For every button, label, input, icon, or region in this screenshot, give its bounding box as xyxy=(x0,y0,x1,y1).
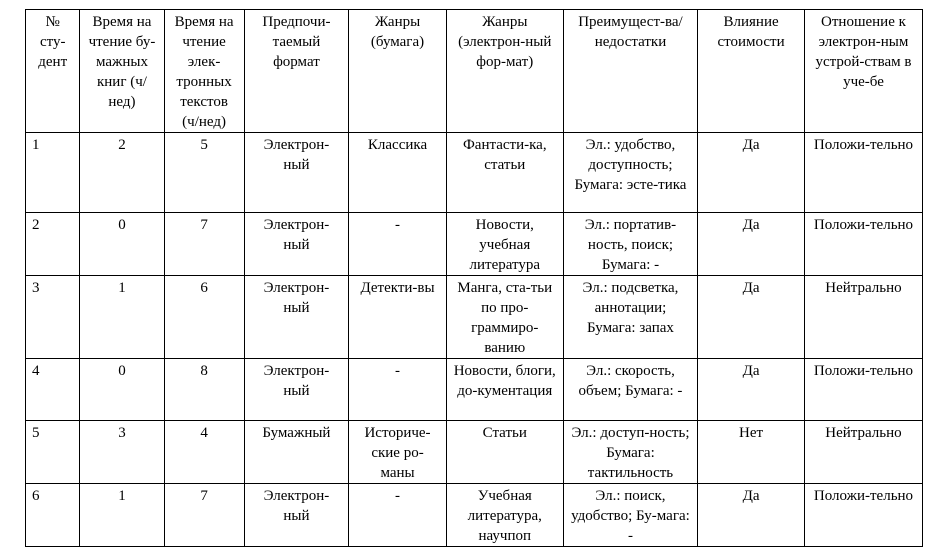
cell-paper-hours: 0 xyxy=(80,359,164,421)
cell-genres-electronic: Манга, ста-тьи по про-граммиро-ванию xyxy=(446,276,563,359)
header-label: Время на чтение элек-тронных текстов (ч/нед) xyxy=(174,14,234,130)
cell-cost-influence: Да xyxy=(698,276,805,359)
cell-electronic-hours: 4 xyxy=(164,421,244,484)
header-preferred-format xyxy=(244,10,349,133)
cell-attitude: Нейтрально xyxy=(804,421,922,484)
cell-genres-electronic: Фантасти-ка, статьи xyxy=(446,133,563,213)
cell-preferred-format: Электрон-ный xyxy=(244,484,349,547)
cell-attitude: Нейтрально xyxy=(804,276,922,359)
cell-student-number: 3 xyxy=(26,276,80,359)
cell-electronic-hours: 7 xyxy=(164,213,244,276)
cell-electronic-hours: 5 xyxy=(164,133,244,213)
table-row xyxy=(26,484,923,547)
header-label: Жанры (бумага) xyxy=(370,14,425,50)
header-genres-paper xyxy=(349,10,447,133)
cell-paper-hours: 3 xyxy=(80,421,164,484)
cell-attitude: Положи-тельно xyxy=(804,484,922,547)
student-reading-survey-table xyxy=(25,9,923,547)
cell-preferred-format: Электрон-ный xyxy=(244,359,349,421)
cell-genres-paper: - xyxy=(349,213,447,276)
cell-paper-hours: 0 xyxy=(80,213,164,276)
cell-pros-cons: Эл.: поиск, удобство; Бу-мага: - xyxy=(563,484,697,547)
cell-electronic-hours: 7 xyxy=(164,484,244,547)
cell-genres-electronic: Новости, учебная литература xyxy=(446,213,563,276)
table-row xyxy=(26,359,923,421)
cell-paper-hours: 1 xyxy=(80,484,164,547)
header-genres-electronic xyxy=(446,10,563,133)
cell-pros-cons: Эл.: удобство, доступность; Бумага: эсте-тика xyxy=(563,133,697,213)
header-label: Жанры (электрон-ный фор-мат) xyxy=(458,14,552,70)
cell-preferred-format: Бумажный xyxy=(244,421,349,484)
header-attitude-devices xyxy=(804,10,922,133)
cell-cost-influence: Да xyxy=(698,213,805,276)
cell-genres-paper: - xyxy=(349,359,447,421)
table-row xyxy=(26,276,923,359)
cell-student-number: 4 xyxy=(26,359,80,421)
cell-pros-cons: Эл.: скорость, объем; Бумага: - xyxy=(563,359,697,421)
cell-genres-electronic: Учебная литература, научпоп xyxy=(446,484,563,547)
table-header-row xyxy=(26,10,923,133)
header-label: Влияние стоимости xyxy=(717,14,785,50)
cell-genres-paper: Историче-ские ро-маны xyxy=(349,421,447,484)
cell-student-number: 6 xyxy=(26,484,80,547)
cell-cost-influence: Да xyxy=(698,359,805,421)
cell-electronic-hours: 6 xyxy=(164,276,244,359)
header-paper-reading-time xyxy=(80,10,164,133)
cell-attitude: Положи-тельно xyxy=(804,133,922,213)
header-electronic-reading-time xyxy=(164,10,244,133)
header-label: Время на чтение бу-мажных книг (ч/нед) xyxy=(88,14,156,110)
cell-paper-hours: 1 xyxy=(80,276,164,359)
cell-paper-hours: 2 xyxy=(80,133,164,213)
header-cost-influence xyxy=(698,10,805,133)
header-pros-cons xyxy=(563,10,697,133)
cell-genres-paper: Классика xyxy=(349,133,447,213)
cell-pros-cons: Эл.: доступ-ность; Бумага: тактильность xyxy=(563,421,697,484)
cell-cost-influence: Да xyxy=(698,133,805,213)
cell-preferred-format: Электрон-ный xyxy=(244,213,349,276)
header-label: № сту-дент xyxy=(38,14,68,70)
header-label: Отношение к электрон-ным устрой-ствам в уче-бе xyxy=(815,14,912,90)
table-row xyxy=(26,213,923,276)
cell-student-number: 5 xyxy=(26,421,80,484)
cell-genres-paper: - xyxy=(349,484,447,547)
header-label: Предпочи-таемый формат xyxy=(262,14,331,70)
cell-pros-cons: Эл.: портатив-ность, поиск; Бумага: - xyxy=(563,213,697,276)
cell-attitude: Положи-тельно xyxy=(804,359,922,421)
cell-genres-electronic: Статьи xyxy=(446,421,563,484)
cell-genres-paper: Детекти-вы xyxy=(349,276,447,359)
header-student-number xyxy=(26,10,80,133)
cell-attitude: Положи-тельно xyxy=(804,213,922,276)
header-label: Преимущест-ва/недостатки xyxy=(578,14,683,50)
cell-cost-influence: Нет xyxy=(698,421,805,484)
cell-preferred-format: Электрон-ный xyxy=(244,133,349,213)
cell-cost-influence: Да xyxy=(698,484,805,547)
cell-student-number: 2 xyxy=(26,213,80,276)
cell-preferred-format: Электрон-ный xyxy=(244,276,349,359)
cell-student-number: 1 xyxy=(26,133,80,213)
cell-electronic-hours: 8 xyxy=(164,359,244,421)
cell-genres-electronic: Новости, блоги, до-кументация xyxy=(446,359,563,421)
table-row xyxy=(26,421,923,484)
table-row xyxy=(26,133,923,213)
cell-pros-cons: Эл.: подсветка, аннотации; Бумага: запах xyxy=(563,276,697,359)
